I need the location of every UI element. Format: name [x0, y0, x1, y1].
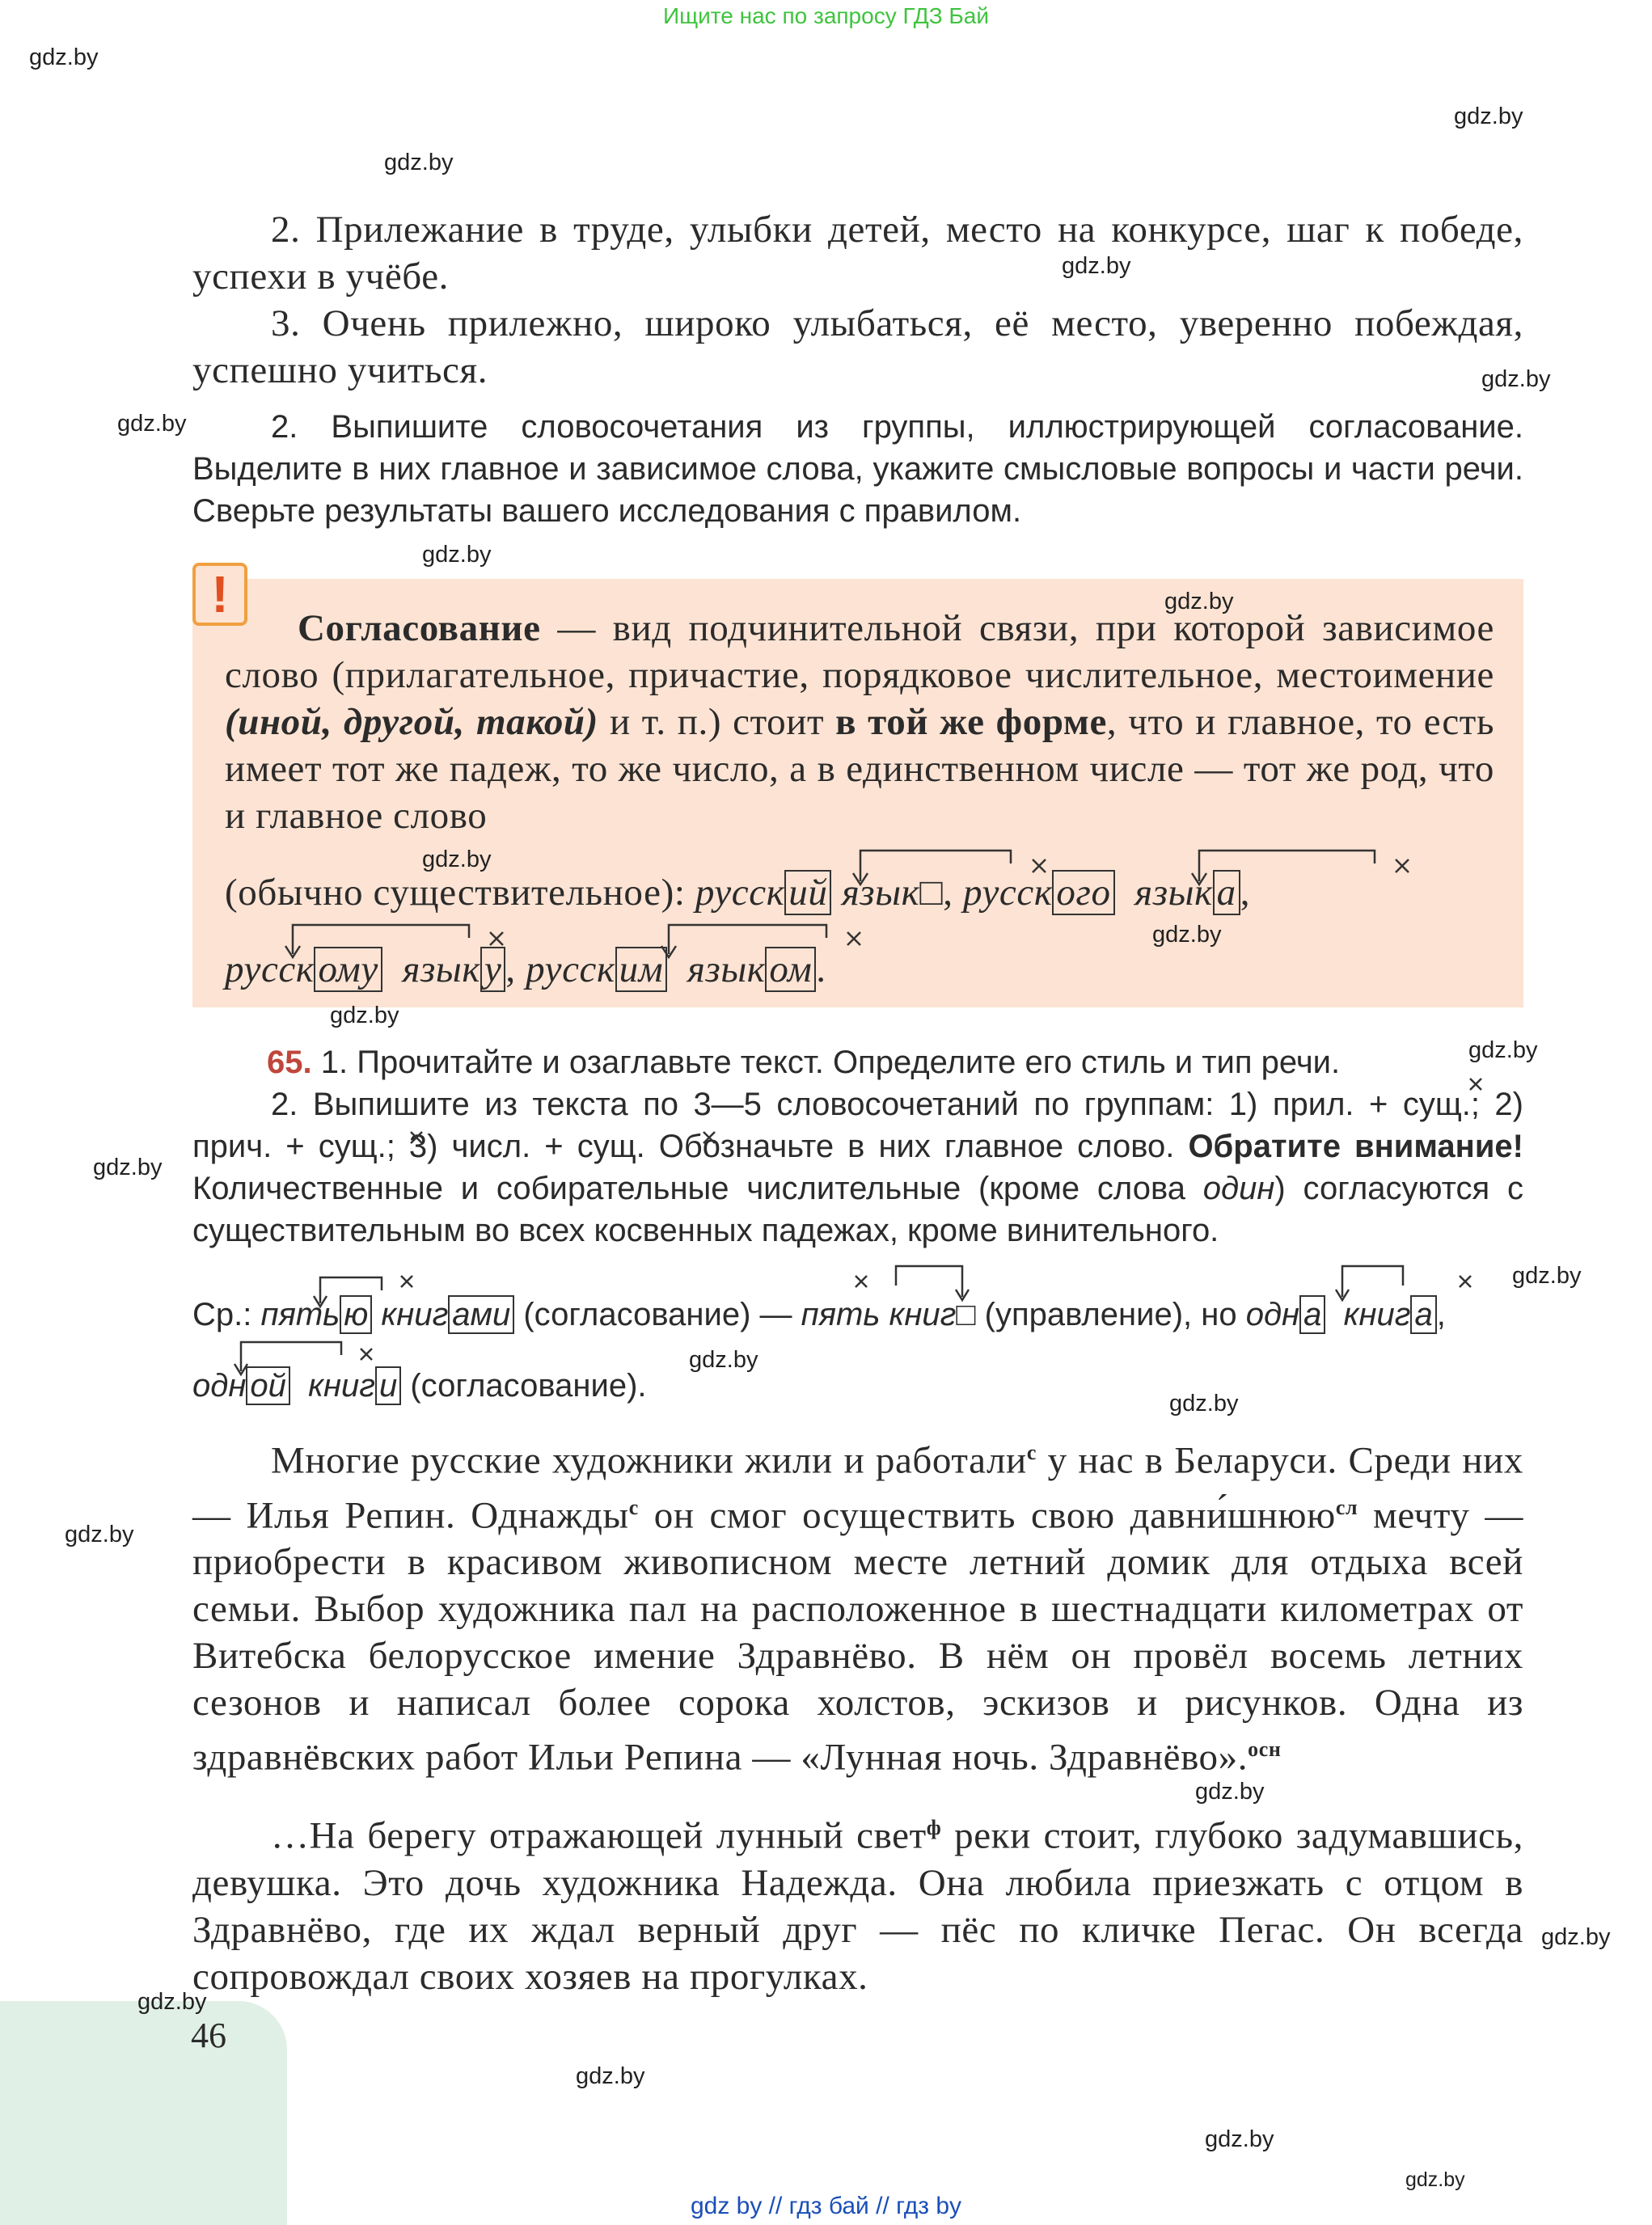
zero-ending: □	[956, 1297, 976, 1332]
example-ending: ой	[246, 1366, 290, 1405]
paragraph-2: 2. Прилежание в труде, улыбки детей, место на конкурсе, шаг к победе, успехи в учёбе.	[192, 209, 1523, 298]
example-comment: (согласование) —	[514, 1297, 801, 1332]
text-segment: реки стоит, глубоко задумавшись, девушка. Это дочь художника Надежда. Она любила приезжать с отцом в Здравнёво, где их ждал верный друг — пёс по кличке Пегас. Он всегда сопровождал своих хозяев на прогулках.	[192, 1814, 1523, 1998]
example-noun: язык	[402, 948, 480, 990]
text-segment: …На берегу отражающей лунный свет	[271, 1814, 927, 1857]
style-mark-superscript: ф	[926, 1816, 942, 1839]
style-mark-superscript: с	[628, 1495, 639, 1519]
watermark: gdz.by	[1164, 589, 1234, 614]
watermark: gdz.by	[576, 2063, 645, 2089]
rule-same-form: в той же форме	[835, 701, 1107, 743]
example-noun: язык	[687, 948, 766, 990]
text-segment: он смог осуществить свою давни́шнюю	[638, 1494, 1336, 1537]
exercise-task-text: 2. Выпишите из текста по 3—5 словосочетаний по группам: 1) прил. + сущ.; 2) прич. + сущ.; 3) числ. + сущ. Обозначьте в них главное слово.	[192, 1087, 1523, 1164]
example-ending: им	[615, 947, 668, 992]
example-word: пять	[260, 1297, 340, 1332]
style-mark-superscript: сл	[1335, 1495, 1358, 1519]
example-ending: ами	[448, 1295, 514, 1334]
watermark: gdz.by	[1169, 1391, 1239, 1416]
paragraph-3: 3. Очень прилежно, широко улыбаться, её место, уверенно побеждая, успешно учиться.	[192, 302, 1523, 391]
rule-text-part: — вид подчинительной связи, при которой зависимое слово (прилагательное, причастие, порядковое числительное, местоимение	[225, 607, 1494, 696]
example-ending: а	[1213, 870, 1240, 915]
example-comment: (управление), но	[975, 1297, 1246, 1332]
example-stem: русск	[526, 948, 615, 990]
watermark: gdz.by	[117, 411, 187, 437]
example-comment: (согласование).	[401, 1368, 647, 1404]
watermark: gdz.by	[1512, 1263, 1582, 1289]
watermark: gdz.by	[1541, 1924, 1611, 1950]
watermark: gdz.by	[422, 847, 492, 872]
cf-label: Ср.:	[192, 1297, 261, 1332]
exercise-task-text: 1. Прочитайте и озаглавьте текст. Определите его стиль и тип речи.	[311, 1045, 1341, 1080]
example-noun: язык	[1134, 872, 1213, 914]
comma: ,	[1240, 872, 1251, 914]
watermark: gdz.by	[1405, 2168, 1465, 2191]
example-noun: язык	[841, 872, 920, 914]
word-odin: один	[1202, 1171, 1275, 1206]
example-ending: ю	[340, 1295, 372, 1334]
comma: ,	[1436, 1297, 1446, 1332]
example-ending: а	[1299, 1295, 1325, 1334]
example-stem: русск	[225, 948, 315, 990]
watermark: gdz.by	[29, 44, 99, 70]
example-ending: ого	[1052, 870, 1114, 915]
example-word: одн	[1245, 1297, 1300, 1332]
rule-text-part: и т. п.) стоит	[598, 701, 836, 743]
example-word: пять книг	[801, 1297, 957, 1332]
example-word: книг	[381, 1297, 449, 1332]
rule-line-prefix: (обычно существительное):	[225, 872, 695, 914]
period: .	[816, 948, 826, 990]
example-ending: и	[375, 1366, 401, 1405]
exercise-task-text: Количественные и собирательные числительные (кроме слова	[192, 1171, 1203, 1206]
rule-term: Согласование	[298, 607, 541, 649]
watermark: gdz.by	[65, 1522, 134, 1547]
comma: ,	[943, 872, 953, 914]
task-2: 2. Выпишите словосочетания из группы, иллюстрирующей согласование. Выделите в них главное и зависимое слова, укажите смысловые вопросы и части речи. Сверьте результаты вашего исследования с правилом.	[192, 409, 1523, 529]
style-mark-superscript: осн	[1248, 1737, 1282, 1762]
attention-label: Обратите внимание!	[1188, 1129, 1523, 1164]
example-word: книг	[1343, 1297, 1411, 1332]
footer-links[interactable]: gdz by // гдз бай // гдз by	[690, 2193, 962, 2219]
watermark: gdz.by	[1152, 922, 1222, 948]
style-mark-superscript: с	[1026, 1441, 1037, 1464]
text-segment: Многие русские художники жили и работали	[271, 1439, 1027, 1482]
example-word: одн	[192, 1368, 247, 1404]
watermark: gdz.by	[1481, 366, 1551, 392]
example-ending: ому	[314, 947, 382, 992]
text-segment: у нас в Беларуси. Среди них — Илья Репин. Однажды	[192, 1439, 1523, 1537]
comma: ,	[505, 948, 516, 990]
example-ending: у	[480, 947, 505, 992]
exclamation-icon: !	[192, 563, 247, 626]
watermark: gdz.by	[1454, 103, 1523, 129]
watermark: gdz.by	[1195, 1779, 1265, 1805]
watermark: gdz.by	[384, 150, 454, 175]
exercise-number: 65.	[267, 1045, 312, 1080]
watermark: gdz.by	[422, 542, 492, 568]
rule-text-part: , что и главное, то есть имеет тот же падеж, то же число, а в единственном числе — тот же род, что и главное слово	[225, 701, 1494, 837]
watermark: gdz.by	[1468, 1037, 1538, 1063]
rule-pronouns: (иной, другой, такой)	[225, 701, 598, 743]
example-ending: а	[1410, 1295, 1436, 1334]
watermark: gdz.by	[1205, 2126, 1274, 2152]
watermark: gdz.by	[330, 1003, 399, 1028]
watermark: gdz.by	[1062, 253, 1131, 279]
page-number: 46	[191, 2016, 226, 2055]
text-segment: мечту — приобрести в красивом живописном месте летний домик для отдыха всей семьи. Выбор художника пал на расположенное в шестнадцати километрах от Витебска белорусское имение Здравнёво. В нём он провёл восемь летних сезонов и написал более сорока холстов, эскизов и рисунков. Одна из здравнёвских работ Ильи Репина — «Лунная ночь. Здравнёво».	[192, 1494, 1523, 1779]
top-banner[interactable]: Ищите нас по запросу ГДЗ Бай	[662, 3, 990, 28]
example-ending: ом	[765, 947, 816, 992]
watermark: gdz.by	[93, 1155, 163, 1180]
watermark: gdz.by	[137, 1989, 207, 2015]
example-stem: русск	[962, 872, 1053, 914]
example-stem: русск	[695, 872, 785, 914]
exercise-task-text: ) согласуются с существительным во всех косвенных падежах, кроме винительного.	[192, 1171, 1523, 1248]
watermark: gdz.by	[689, 1347, 758, 1373]
example-word: книг	[308, 1368, 375, 1404]
zero-ending: □	[919, 872, 944, 914]
example-ending: ий	[784, 870, 831, 915]
